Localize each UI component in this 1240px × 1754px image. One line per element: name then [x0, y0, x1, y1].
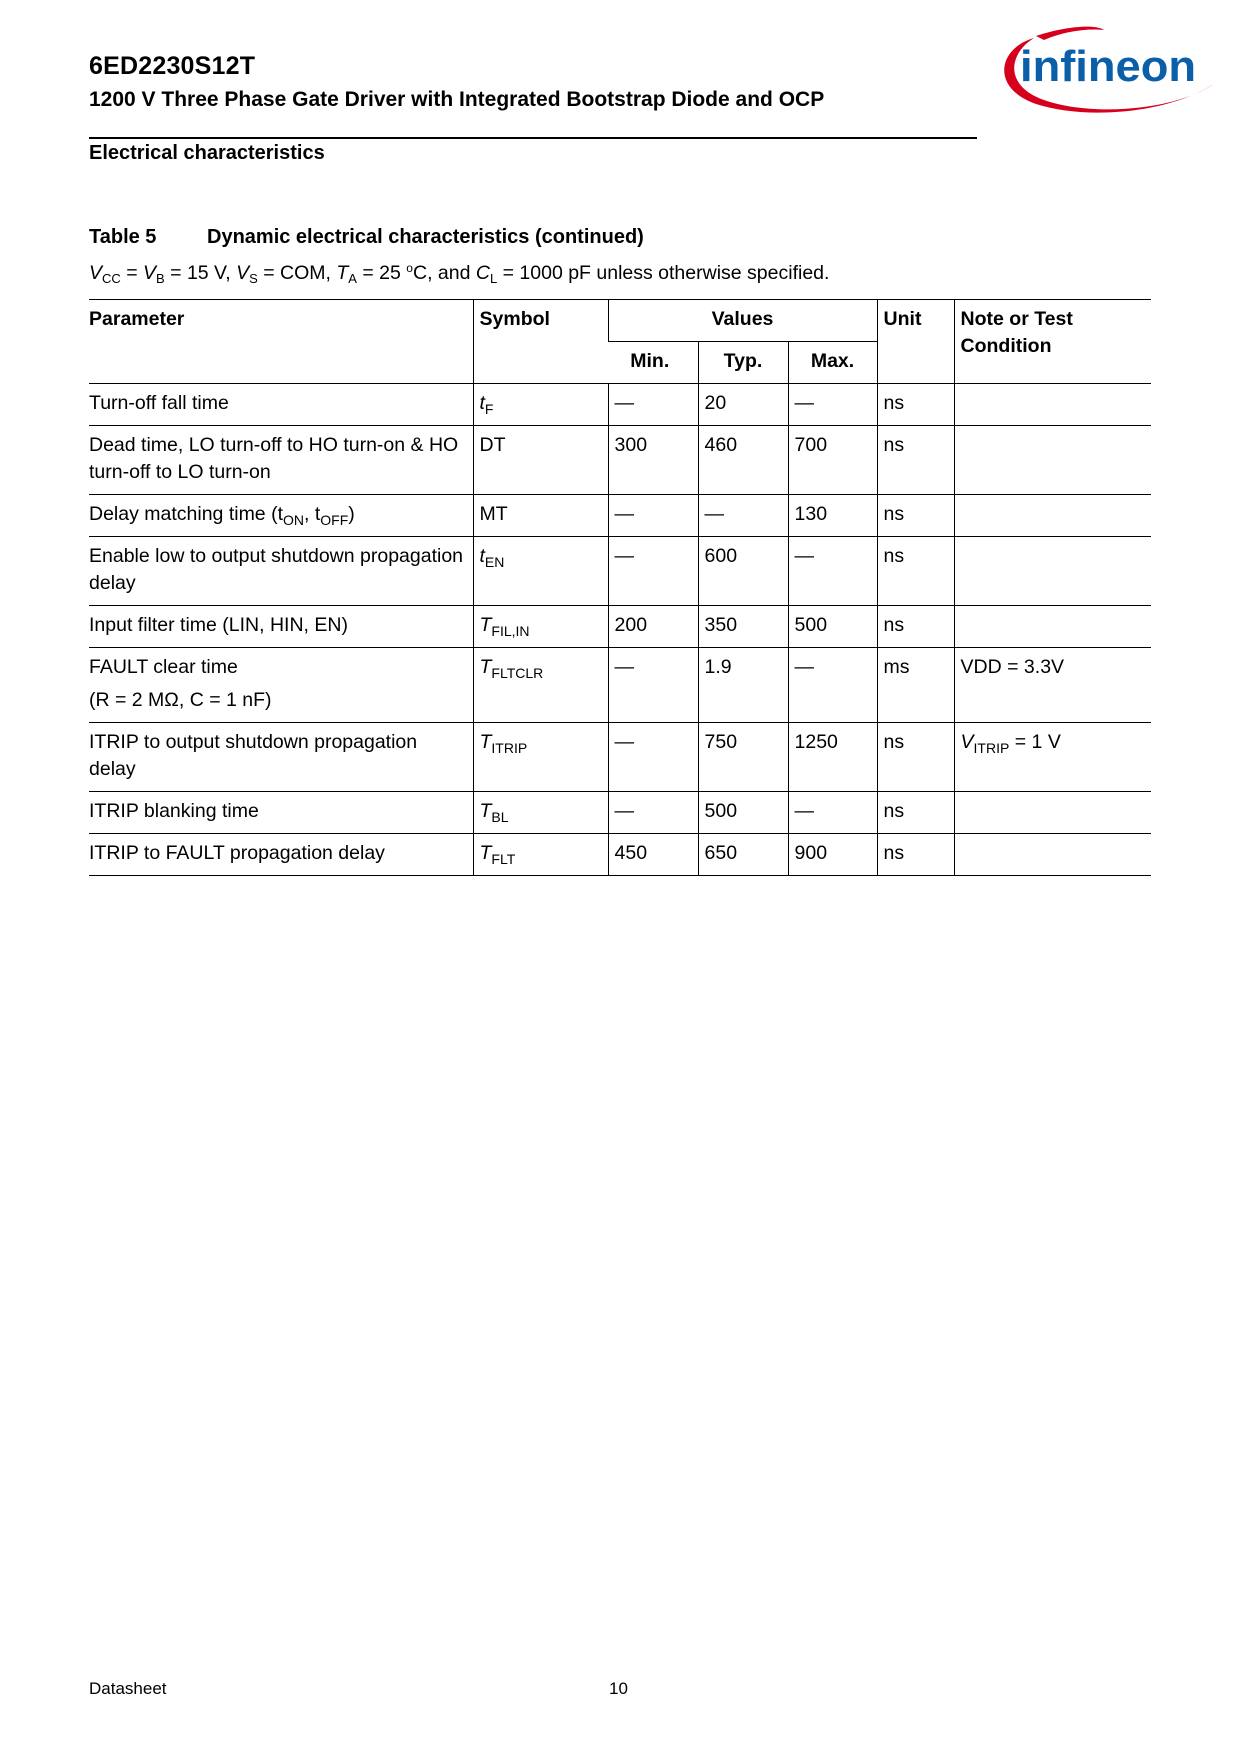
note-cell	[954, 384, 1151, 426]
table-row	[89, 723, 1151, 792]
note-cell: VDD = 3.3V	[954, 648, 1151, 723]
footer-page-number: 10	[609, 1679, 628, 1698]
note-cell	[954, 495, 1151, 537]
unit-cell: ns	[877, 792, 954, 834]
param-cell	[89, 648, 473, 723]
cond-ta: T	[336, 262, 349, 284]
cond-vs-sub: S	[249, 271, 258, 286]
min-cell: —	[608, 537, 698, 606]
unit-cell: ns	[877, 384, 954, 426]
test-conditions	[89, 262, 829, 285]
symbol-sub: FLT	[491, 851, 516, 867]
symbol-sub: FIL,IN	[491, 623, 530, 639]
header-typ: Typ.	[698, 342, 788, 384]
min-cell: —	[608, 792, 698, 834]
symbol-cell	[473, 537, 608, 606]
table-title: Dynamic electrical characteristics (continued)	[207, 226, 644, 248]
typ-cell: 650	[698, 834, 788, 876]
symbol-cell	[473, 834, 608, 876]
cond-vb: V	[143, 262, 157, 284]
table-row	[89, 834, 1151, 876]
param-cell	[89, 495, 473, 537]
note-cell	[954, 606, 1151, 648]
param-sub: ON	[282, 512, 304, 528]
cond-cl: C	[475, 262, 490, 284]
symbol-cell: MT	[473, 495, 608, 537]
min-cell: 450	[608, 834, 698, 876]
note-cell	[954, 834, 1151, 876]
cond-text: = 25	[356, 262, 407, 284]
param-test-note: (R = 2 MΩ, C = 1 nF)	[89, 689, 272, 711]
param-cell: Input filter time (LIN, HIN, EN)	[89, 606, 473, 648]
param-cell: ITRIP blanking time	[89, 792, 473, 834]
param-text: , t	[303, 503, 321, 525]
document-id: 6ED2230S12T	[89, 52, 256, 80]
max-cell: —	[788, 648, 877, 723]
table-row	[89, 792, 1151, 834]
param-text: )	[348, 503, 355, 525]
typ-cell: —	[698, 495, 788, 537]
symbol-cell	[473, 606, 608, 648]
unit-cell: ns	[877, 606, 954, 648]
typ-cell: 460	[698, 426, 788, 495]
param-sub: OFF	[320, 512, 349, 528]
max-cell: —	[788, 537, 877, 606]
param-cell: ITRIP to FAULT propagation delay	[89, 834, 473, 876]
typ-cell: 750	[698, 723, 788, 792]
symbol-main: T	[479, 800, 492, 822]
symbol-sub: ITRIP	[491, 740, 528, 756]
infineon-logo	[996, 26, 1218, 124]
note-text: = 1 V	[1009, 731, 1061, 753]
max-cell: —	[788, 792, 877, 834]
max-cell: 500	[788, 606, 877, 648]
header-min: Min.	[608, 342, 698, 384]
cond-vs: V	[236, 262, 250, 284]
symbol-cell: DT	[473, 426, 608, 495]
note-cell	[954, 537, 1151, 606]
cond-vcc-sub: CC	[102, 271, 121, 286]
symbol-main: T	[479, 842, 492, 864]
param-cell: Dead time, LO turn-off to HO turn-on & HO turn-off to LO turn-on	[89, 426, 473, 495]
cond-cl-sub: L	[489, 271, 498, 286]
symbol-sub: F	[484, 401, 494, 417]
note-cell	[954, 723, 1151, 792]
max-cell: 130	[788, 495, 877, 537]
cond-text: = COM,	[257, 262, 337, 284]
typ-cell: 20	[698, 384, 788, 426]
unit-cell: ms	[877, 648, 954, 723]
note-symbol-sub: ITRIP	[973, 740, 1010, 756]
param-cell: ITRIP to output shutdown propagation delay	[89, 723, 473, 792]
symbol-main: t	[479, 545, 485, 567]
max-cell: 1250	[788, 723, 877, 792]
table-row	[89, 384, 1151, 426]
logo-wordmark: infineon	[1020, 42, 1196, 91]
param-cell: Turn-off fall time	[89, 384, 473, 426]
symbol-cell	[473, 384, 608, 426]
cond-text: C, and	[412, 262, 476, 284]
max-cell: —	[788, 384, 877, 426]
symbol-cell	[473, 792, 608, 834]
cond-text: = 15 V,	[164, 262, 237, 284]
symbol-main: t	[479, 392, 485, 414]
table-row	[89, 495, 1151, 537]
logo-swoosh-top	[1036, 27, 1104, 40]
unit-cell: ns	[877, 495, 954, 537]
symbol-cell	[473, 723, 608, 792]
section-heading: Electrical characteristics	[89, 142, 325, 164]
min-cell: —	[608, 495, 698, 537]
symbol-cell	[473, 648, 608, 723]
unit-cell: ns	[877, 537, 954, 606]
symbol-main: T	[479, 731, 492, 753]
min-cell: 300	[608, 426, 698, 495]
table-row	[89, 426, 1151, 495]
param-text: Delay matching time (t	[89, 503, 283, 525]
typ-cell: 500	[698, 792, 788, 834]
table-header-row	[89, 300, 1151, 342]
footer-doc-type: Datasheet	[89, 1679, 167, 1698]
table-row	[89, 648, 1151, 723]
header-values: Values	[608, 300, 877, 342]
param-text: FAULT clear time	[89, 656, 238, 678]
typ-cell: 1.9	[698, 648, 788, 723]
cond-ta-sub: A	[348, 271, 357, 286]
header-symbol: Symbol	[473, 300, 608, 384]
unit-cell: ns	[877, 834, 954, 876]
table-number: Table 5	[89, 226, 157, 248]
header-max: Max.	[788, 342, 877, 384]
unit-cell: ns	[877, 426, 954, 495]
cond-text: = 1000 pF unless otherwise specified.	[497, 262, 830, 284]
min-cell: —	[608, 648, 698, 723]
header-unit: Unit	[877, 300, 954, 384]
table-caption	[89, 226, 644, 249]
symbol-main: T	[479, 614, 492, 636]
note-cell	[954, 426, 1151, 495]
document-subtitle: 1200 V Three Phase Gate Driver with Integrated Bootstrap Diode and OCP	[89, 88, 825, 111]
typ-cell: 600	[698, 537, 788, 606]
symbol-sub: FLTCLR	[491, 665, 544, 681]
min-cell: 200	[608, 606, 698, 648]
note-symbol: V	[960, 731, 974, 753]
symbol-sub: EN	[484, 554, 505, 570]
max-cell: 700	[788, 426, 877, 495]
header-parameter: Parameter	[89, 300, 473, 384]
typ-cell: 350	[698, 606, 788, 648]
table-row	[89, 606, 1151, 648]
symbol-sub: BL	[491, 809, 509, 825]
table-row	[89, 537, 1151, 606]
min-cell: —	[608, 384, 698, 426]
cond-vb-sub: B	[156, 271, 165, 286]
dynamic-characteristics-table	[89, 299, 1151, 876]
min-cell: —	[608, 723, 698, 792]
param-cell: Enable low to output shutdown propagation delay	[89, 537, 473, 606]
cond-text: =	[120, 262, 144, 284]
note-cell	[954, 792, 1151, 834]
header-divider	[89, 137, 977, 139]
header-note: Note or Test Condition	[954, 300, 1151, 384]
cond-degree: o	[406, 261, 413, 275]
cond-vcc: V	[89, 262, 103, 284]
symbol-main: T	[479, 656, 492, 678]
max-cell: 900	[788, 834, 877, 876]
unit-cell: ns	[877, 723, 954, 792]
